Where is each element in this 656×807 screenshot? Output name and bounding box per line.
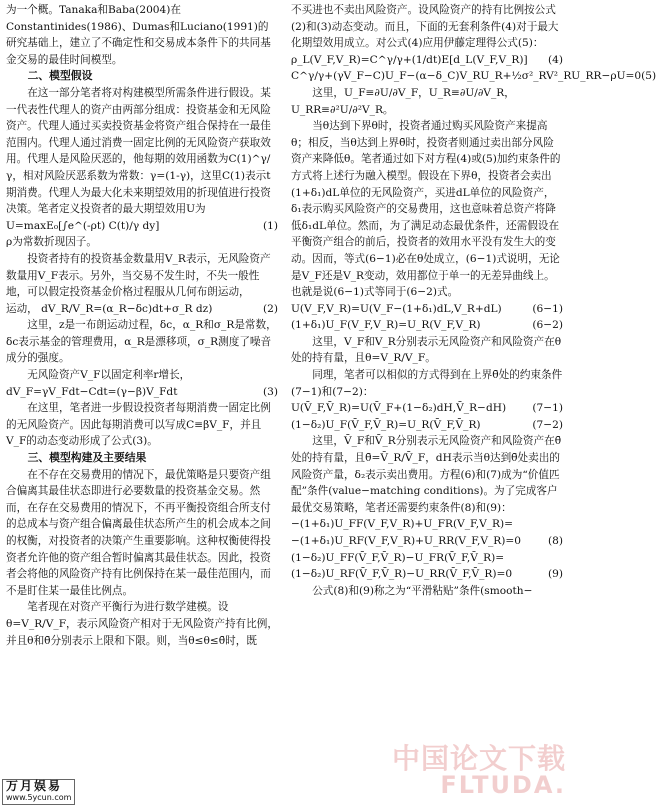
watermark bbox=[391, 742, 566, 799]
paragraph: 笔者现在对资产平衡行为进行数学建模。设θ=V_R/V_F，表示风险资产相对于无风险资产持有比例，并且θ和θ̄分别表示上限和下限。则，当θ≤θ≤θ̄时，既 bbox=[6, 601, 278, 647]
section-heading: 三、模型构建及主要结果 bbox=[27, 451, 147, 465]
equation-body: ρ_L(V_F,V_R)=C^γ/γ+(1/dt)E[d_L(V_F,V_R)] bbox=[291, 53, 528, 66]
equation bbox=[291, 301, 563, 318]
equation bbox=[291, 533, 563, 550]
equation bbox=[291, 417, 563, 434]
paragraph: 这里，V̄_F和V̄_R分别表示无风险资产和风险资产在θ̄处的持有量，且θ̄=V̄_R/V̄_F，dH表示当θ达到θ̄处卖出的风险资产量，δ₂表示卖出费用。方程(6)和(7)成为“价值匹配”条件(value−matching conditions)。为了完成客户最优交易策略，笔者还需要约束条件(8)和(9)： bbox=[291, 435, 562, 514]
equation bbox=[291, 566, 563, 583]
paragraph: 为一个概。Tanaka和Baba(2004)在Constantinides(1986)、Dumas和Luciano(1991)的研究基础上，建立了不确定性和交易成本条件下的共同基金交易的最佳时间模型。 bbox=[6, 4, 271, 66]
section-heading: 二、模型假设 bbox=[27, 69, 93, 83]
equation-number: (3) bbox=[262, 385, 278, 398]
equation-number: (5) bbox=[641, 70, 656, 83]
equation-number: (1) bbox=[262, 219, 278, 232]
equation-number: (2) bbox=[262, 302, 278, 315]
equation-body: (1−δ₂)U_FF(V̄_F,V̄_R)−U_FR(V̄_F,V̄_R)= bbox=[291, 551, 505, 564]
equation-body: −(1+δ₁)U_RF(V_F,V_R)+U_RR(V_F,V_R)=0 bbox=[291, 535, 522, 547]
equation bbox=[291, 400, 563, 417]
watermark-line-2: FLTUDA. bbox=[440, 771, 566, 799]
equation-number: (6−2) bbox=[532, 319, 563, 332]
paragraph: 这里，U_F≡∂U/∂V_F，U_R≡∂U/∂V_R，U_RR≡∂²U/∂²V_R。 bbox=[291, 86, 515, 116]
equation-body: dV_F=γV_Fdt−Cdt=(γ−β)V_Fdt bbox=[6, 385, 178, 398]
paragraph: 在不存在交易费用的情况下，最优策略是只要资产组合偏离其最佳状态即进行必要数量的投资基金交易。然而，在存在交易费用的情况下，不再平衡投资组合所支付的总成本与资产组合偏离最佳状态所产生的机会成本之间的权衡，对投资者的决策产生重要影响。这种权衡使得投资者允许他的资产组合暂时偏离其最佳状态。因此，投资者会将他的风险资产持有比例保持在某一最佳范围内，而不是盯住某一最佳比例点。 bbox=[6, 468, 271, 597]
equation-body: −(1+δ₁)U_FF(V_F,V_R)+U_FR(V_F,V_R)= bbox=[291, 518, 514, 531]
equation bbox=[6, 384, 278, 401]
site-logo bbox=[2, 779, 75, 805]
equation bbox=[291, 550, 563, 567]
equation-body: U=maxE₀[∫e^(-ρt) C(t)/γ dy] bbox=[6, 219, 160, 232]
paragraph: 在这一部分笔者将对构建模型所需条件进行假设。某一代表性代理人的资产由两部分组成：投资基金和无风险资产。代理人通过买卖投资基金将资产组合保持在一最佳范围内。代理人通过消费一固定比例的无风险资产获取效用。代理人是风险厌恶的，他每期的效用函数为C(1)^γ/γ，相对风险厌恶系数为常数：γ=(1-γ)，这里C(1)表示t期消费。代理人为最大化未来期望效用的折现值进行投资决策。笔者定义投资者的最大期望效用U为 bbox=[6, 86, 271, 216]
equation-body: 运动， dV_R/V_R=(α_R−δc)dt+σ_R dz) bbox=[6, 302, 213, 315]
equation-number: (7−1) bbox=[532, 402, 563, 415]
paragraph: 这里，z是一布朗运动过程，δc，α_R和σ_R是常数，δc表示基金的管理费用，α_R是漂移项，σ_R测度了噪音成分的强度。 bbox=[6, 319, 277, 365]
paragraph: 无风险资产V_F以固定利率r增长， bbox=[27, 369, 191, 382]
equation-body: C^γ/γ+(γV_F−C)U_F−(α−δ_C)V_RU_R+½σ²_RV²_RU_RR−ρU=0 bbox=[291, 70, 642, 83]
equation-number: (7−2) bbox=[532, 418, 563, 431]
paragraph: 这里，V_F和V_R分别表示无风险资产和风险资产在θ处的持有量，且θ=V_R/V_F。 bbox=[291, 335, 562, 365]
logo-line-2: www.5ycun.com bbox=[6, 793, 72, 802]
equation-body: (1−δ₂)U_RF(V̄_F,V̄_R)−U_RR(V̄_F,V̄_R)=0 bbox=[291, 568, 513, 581]
equation bbox=[291, 516, 563, 533]
paragraph: 不买进也不卖出风险资产。设风险资产的持有比例按公式(2)和(3)动态变动。而且，下面的无套利条件(4)对于最大化期望效用成立。对公式(4)应用伊藤定理得公式(5)： bbox=[291, 4, 559, 50]
equation bbox=[6, 301, 278, 318]
paragraph: 在这里，笔者进一步假设投资者每期消费一固定比例的无风险资产。因此每期消费可以写成C≡βV_F，并且V_F的动态变动形成了公式(3)。 bbox=[6, 402, 271, 448]
paragraph: 同理，笔者可以相似的方式得到在上界θ̄处的约束条件(7−1)和(7−2)： bbox=[291, 369, 563, 398]
equation-body: (1−δ₂)U_F(V̄_F,V̄_R)=U_R(V̄_F,V̄_R) bbox=[291, 418, 481, 431]
equation bbox=[291, 68, 656, 85]
paragraph: 公式(8)和(9)称之为“平滑粘贴”条件(smooth− bbox=[312, 584, 533, 597]
equation bbox=[6, 218, 278, 235]
equation-number: (6−1) bbox=[532, 302, 563, 315]
equation-number: (8) bbox=[547, 535, 563, 547]
paragraph: 投资者持有的投资基金数量用V_R表示，无风险资产数量用V_F表示。另外，当交易不发生时，不失一般性地，可以假定投资基金价格过程服从几何布朗运动， bbox=[6, 252, 271, 299]
paragraph: 当θ达到下界θ时，投资者通过购买风险资产来提高θ；相反，当θ达到上界θ̄时，投资者则通过卖出部分风险资产来降低θ。笔者通过如下对方程(4)或(5)加约束条件的方式将上述行为融入模型。假设在下界θ，投资者会卖出(1+δ₁)dL单位的无风险资产，买进dL单位的风险资产，δ₁表示购买风险资产的交易费用，这也意味着总资产将降低δ₁dL单位。然而，为了满足动态最优条件，还需假设在平衡资产组合的前后，投资者的效用水平没有发生大的变动。因而，等式(6−1)必在θ处成立，(6−1)式说明，无论是V_F还是V_R变动，效用都位于单一的无差异曲线上。也就是说(6−1)式等同于(6−2)式。 bbox=[291, 120, 561, 299]
equation-number: (9) bbox=[547, 568, 563, 581]
paragraph: ρ为常数折现因子。 bbox=[6, 236, 97, 249]
left-column bbox=[6, 2, 278, 649]
right-column bbox=[291, 2, 656, 599]
equation-number: (4) bbox=[547, 53, 563, 66]
logo-line-1: 万月娱易 bbox=[6, 779, 63, 793]
equation bbox=[291, 52, 563, 69]
equation-body: (1+δ₁)U_F(V_F,V_R)=U_R(V_F,V_R) bbox=[291, 319, 481, 332]
equation-body: U(V_F,V_R)=U(V_F−(1+δ₁)dL,V_R+dL) bbox=[291, 302, 502, 315]
equation bbox=[291, 317, 563, 334]
watermark-line-1: 中国论文下载 bbox=[391, 742, 566, 775]
equation-body: U(V̄_F,V̄_R)=U(V̄_F+(1−δ₂)dH,V̄_R−dH) bbox=[291, 402, 507, 415]
